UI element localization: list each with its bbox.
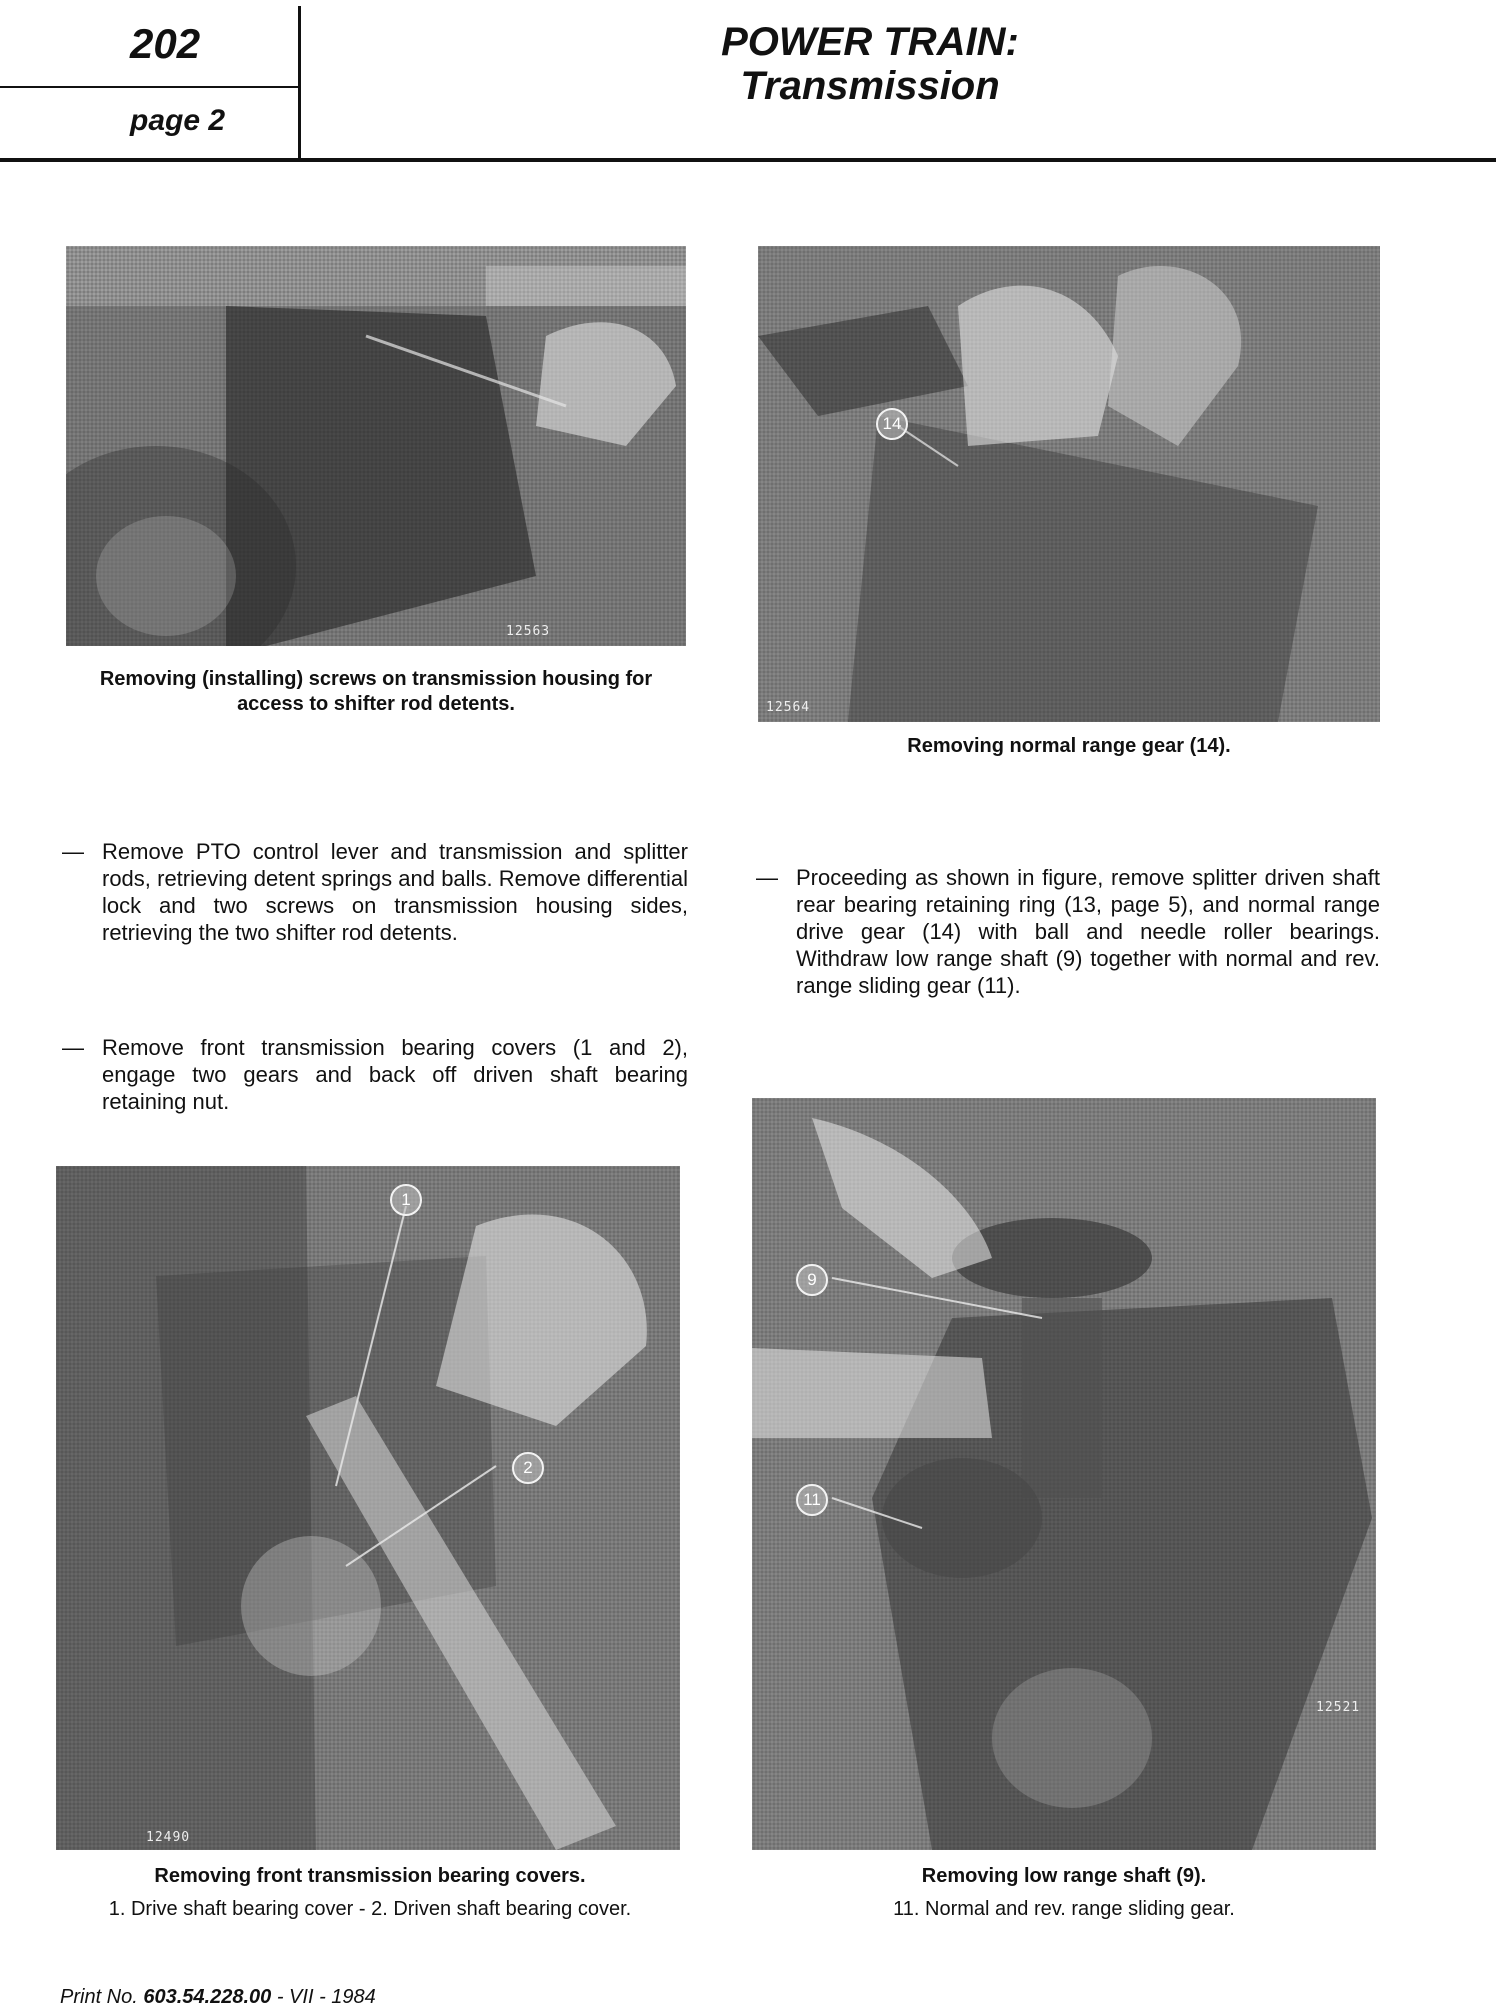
paragraph-2-text: Remove front transmission bearing covers (1 and 2), engage two gears and back off driven shaft bearing retaining nut. [102,1035,688,1114]
print-footer [60,1986,376,2009]
figure-2-photo [758,246,1380,722]
figure-4-photo-number: 12521 [1316,1700,1361,1715]
figure-1-photo [66,246,686,646]
paragraph-1-text: Remove PTO control lever and transmission and splitter rods, retrieving detent springs and balls. Remove differential lock and two screws on transmission housing sides, retrieving the two shifter rod detents. [102,839,688,945]
paragraph-1-dash: — [62,839,84,864]
figure-1-illustration [66,246,686,646]
page-label: page 2 [130,104,226,137]
figure-2-photo-number: 12564 [766,700,811,715]
instruction-paragraph-1 [62,838,688,946]
paragraph-3-dash: — [756,865,778,890]
page-title: POWER TRAIN: [721,20,1019,64]
figure-2-illustration [758,246,1380,722]
figure-3-caption [40,1864,700,1889]
figure-3-caption-line1: Removing front transmission bearing covers. [154,1865,586,1887]
figure-4-caption [752,1864,1376,1889]
header-divider-long [0,158,1496,162]
figure-4-legend: 11. Normal and rev. range sliding gear. [893,1898,1235,1920]
footer-prefix: Print No. [60,1986,138,2008]
footer-print-number: 603.54.228.00 [143,1986,272,2008]
figure-1-photo-number: 12563 [506,624,551,639]
figure-3-photo-number: 12490 [146,1830,191,1845]
figure-2-caption-line1: Removing normal range gear (14). [907,735,1231,757]
header-divider-vertical [298,6,301,162]
figure-3-legend: 1. Drive shaft bearing cover - 2. Driven shaft bearing cover. [108,1898,632,1920]
figure-1-caption [46,667,706,717]
figure-3-photo [56,1166,680,1850]
figure-4-caption-line1: Removing low range shaft (9). [921,1865,1207,1887]
figure-3-callout-2: 2 [512,1452,544,1484]
page-subtitle: Transmission [740,64,1000,108]
figure-2-callout-14: 14 [876,408,908,440]
figure-1-caption-line2: access to shifter rod detents. [237,693,515,715]
figure-4-illustration [752,1098,1376,1850]
figure-1-caption-line1: Removing (installing) screws on transmission housing for [99,668,653,690]
section-number: 202 [130,20,201,67]
instruction-paragraph-3 [756,864,1380,999]
instruction-paragraph-2 [62,1034,688,1115]
header-divider-short [0,86,298,88]
figure-4-callout-9: 9 [796,1264,828,1296]
figure-4-callout-11: 11 [796,1484,828,1516]
figure-2-caption [758,734,1380,759]
figure-3-callout-1: 1 [390,1184,422,1216]
figure-4-photo [752,1098,1376,1850]
paragraph-2-dash: — [62,1035,84,1060]
figure-3-illustration [56,1166,680,1850]
footer-suffix: - VII - 1984 [276,1986,376,2008]
paragraph-3-text: Proceeding as shown in figure, remove splitter driven shaft rear bearing retaining ring (13, page 5), and normal range drive gear (14) with ball and needle roller bearings. Withdraw low range shaft (9) together with normal and rev. range sliding gear (11). [796,865,1380,998]
